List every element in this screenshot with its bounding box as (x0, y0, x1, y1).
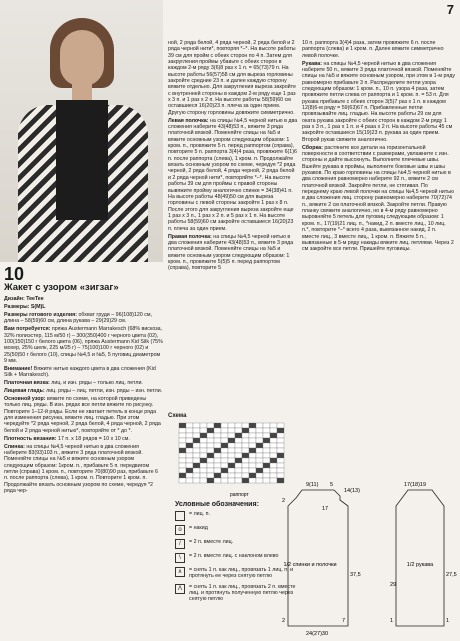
dim-14-13: 14(13) (344, 488, 360, 494)
col2-paragraph (168, 118, 298, 232)
legend-item (175, 539, 297, 549)
knitting-chart (175, 421, 295, 499)
chart-cell (228, 453, 235, 458)
chart-cell (263, 463, 270, 468)
chart-cell (249, 448, 256, 453)
legend-label: = накид (189, 525, 208, 532)
chart-cell (186, 448, 193, 453)
chart-cell (207, 433, 214, 438)
dim-1-sleeve: 1 (390, 618, 394, 624)
chart-cell (256, 423, 263, 428)
chart-cell (235, 443, 242, 448)
paragraph-heading: Внимание! (4, 365, 33, 372)
chart-cell (228, 473, 235, 478)
chart-cell (235, 433, 242, 438)
chart-cell (270, 458, 277, 463)
chart-cell (270, 438, 277, 443)
dim-7: 7 (342, 618, 346, 624)
chart-cell (214, 463, 221, 468)
sleeve-outline (396, 490, 444, 626)
chart-cell (249, 438, 256, 443)
chart-cell (221, 433, 228, 438)
chart-cell (263, 423, 270, 428)
chart-cell (270, 478, 277, 483)
chart-cell (193, 473, 200, 478)
chart-cell (256, 473, 263, 478)
chart-cell (186, 473, 193, 478)
chart-cell (221, 453, 228, 458)
chart-cell (186, 463, 193, 468)
legend-label: = 2 п. вместе лиц. (189, 539, 234, 546)
dim-2-top: 2 (282, 498, 286, 504)
chart-cell (200, 468, 207, 473)
chart-cell (235, 438, 242, 443)
col1-paragraph (4, 312, 163, 325)
col2-paragraph (168, 234, 298, 272)
paragraph-text: на спицы №4,5 черной нитью в два сложения наберите 43(48)53 п., вяжите 3 ряда платочной вязкой. Поменяйте спицы на №5 и вяжите основным узором следующим образом: 1 кром. п., провяжите 5(5)5 п. перед раппортом (справа), повторите 5 (168, 233, 294, 272)
chart-cell (179, 443, 186, 448)
chart-cell (207, 423, 214, 428)
chart-cell (186, 443, 193, 448)
col1-paragraph (4, 326, 163, 364)
chart-cell (228, 478, 235, 483)
dim-2-bottom: 2 (282, 618, 286, 624)
col2-paragraph (168, 40, 298, 116)
chart-cell (228, 458, 235, 463)
chart-cell (242, 448, 249, 453)
chart-cell (179, 468, 186, 473)
paragraph-text: растяните все детали на горизонтальной поверхности в соответствии с размерами, увлажните с изн. стороны и дайте высохнуть. Выполните плечевые швы. Вшейте рукава в проймы, выполните боковые швы и швы рукавов. По краю горловины на спицы №4,5 черной нитью в два сложения равномерно наберите 92 п., вяжите 2 см платочной вязкой. Закройте петли, не стягивая. По переднему краю левой полочки на спицы №4,5 черной нитью в два сложения лиц. сторону равномерно наберите 70(72)74 п., вяжите 2 см платочной вязкой. Закройте петли. Правую планку свяжите аналогично, но в 4-м ряду равномерно выровняйте 5 петель для пуговиц следующим образом: 1 кром. п., 17(19)21 лиц. п., *накид, 2 п. вместе лиц., 10 лиц. п.*, повторите *–* всего 4 раза, вывязанное накид, 2 п. вместе лиц., 3 вместе лиц., 1 кром. п. Вяжите 5 п., вывязанные в 5-м ряду накиды вяжите лиц. петлями. Через 2 см закройте все петли. Пришейте пуговицы. (302, 144, 455, 253)
legend-symbol-icon: o (175, 525, 185, 535)
chart-cell (263, 453, 270, 458)
chart-cell (235, 423, 242, 428)
paragraph-heading: Левая полочка: (168, 117, 209, 124)
legend-label: = снять 1 п. как лиц., провязать 1 лиц. п. и протянуть ее через снятую петлю (189, 567, 294, 580)
chart-cell (193, 468, 200, 473)
column-right (302, 40, 455, 254)
legend-title: Условные обозначения: (175, 501, 259, 508)
chart-cell (270, 453, 277, 458)
page-number: 7 (446, 2, 454, 17)
chart-cell (256, 458, 263, 463)
chart-cell (270, 433, 277, 438)
paragraph-heading: Платочная вязка: (4, 380, 50, 387)
chart-cell (207, 453, 214, 458)
chart-cell (242, 443, 249, 448)
chart-cell (214, 468, 221, 473)
chart-cell (179, 473, 186, 478)
chart-cell (214, 428, 221, 433)
legend-item (175, 511, 297, 521)
chart-cell (200, 428, 207, 433)
paragraph-heading: Плотность вязания: (4, 435, 57, 442)
chart-cell (256, 463, 263, 468)
chart-cell (214, 423, 221, 428)
chart-cell (200, 473, 207, 478)
chart-cell (200, 438, 207, 443)
chart-cell (186, 438, 193, 443)
pattern-number: 10 (4, 264, 25, 284)
chart-cell (277, 463, 284, 468)
chart-cell (221, 478, 228, 483)
chart-cell (235, 463, 242, 468)
chart-cell (221, 463, 228, 468)
chart-cell (242, 428, 249, 433)
dim-24-27-30: 24(27)30 (306, 631, 329, 637)
chart-cell (207, 443, 214, 448)
dim-17-18-19: 17(18)19 (404, 482, 427, 488)
legend-symbol-icon: Λ (175, 584, 185, 594)
chart-cell (249, 478, 256, 483)
chart-cell (242, 478, 249, 483)
chart-cell (242, 453, 249, 458)
chart-cell (179, 428, 186, 433)
chart-cell (277, 453, 284, 458)
col1-paragraph (4, 380, 163, 386)
chart-cell (221, 458, 228, 463)
chart-cell (263, 433, 270, 438)
chart-cell (200, 433, 207, 438)
chart-cell (179, 478, 186, 483)
paragraph-text: пряжа Austermann Marrakesch (68% вискоза, 32% полиэстер, 115 м/50 г) – 300(350)400 г черного цвета (02), 100(150)150 г белого цвета (06), пряжа Austermann Kid Silk (75% мохер, 25% шелк, 225 м/25 г) – 75(100)100 г черного (02) и 25(50)50 г белого (10), спицы №4,5 и №5, 5 пуговиц диаметром 9 мм. (4, 326, 163, 364)
legend-item (175, 525, 297, 535)
chart-cell (249, 468, 256, 473)
chart-cell (277, 458, 284, 463)
chart-cell (249, 433, 256, 438)
chart-cell (214, 473, 221, 478)
paragraph-text: 17 п. х 18 рядов = 10 х 10 см. (56, 435, 130, 442)
chart-cell (263, 473, 270, 478)
col1-paragraph (4, 444, 163, 495)
legend (175, 502, 297, 606)
design-line: Дизайн: TeeTee (4, 296, 44, 302)
chart-cell (200, 443, 207, 448)
paragraph-heading: Вам потребуется: (4, 326, 51, 333)
chart-cell (263, 478, 270, 483)
legend-symbol-icon: ∧ (175, 567, 185, 577)
chart-cell (193, 433, 200, 438)
chart-cell (179, 423, 186, 428)
chart-cell (228, 448, 235, 453)
chart-cell (228, 443, 235, 448)
col3-paragraph (302, 40, 455, 59)
chart-cell (214, 478, 221, 483)
chart-cell (249, 463, 256, 468)
chart-cell (270, 443, 277, 448)
pattern-title: Жакет с узором «зигзаг» (4, 282, 119, 293)
paragraph-text: вяжите по схеме, на которой приведены только лиц. ряды. В изн. рядах все петли вяжите по рисунку. Повторите 1–12-й ряды. Если не хватает петель в конце ряда для изменения рисунка, вяжите лиц. гладью. При этом чередуйте *2 ряда черной, 2 ряда белой, 4 ряда черной, 2 ряда белой и 2 ряда черной нитью*, повторяйте от * до *. (4, 395, 161, 434)
paragraph-text: лиц. и изн. ряды – только лиц. петли. (49, 380, 143, 387)
chart-cell (277, 443, 284, 448)
chart-cell (200, 458, 207, 463)
paragraph-text: 10 п. раппорта 3(4)4 раза, затем провяжите 6 п. после раппорта (слева) и 1 кром. п. Далее вяжите симметрично левой полочке. (302, 40, 444, 59)
chart-cell (207, 478, 214, 483)
chart-cell (228, 433, 235, 438)
chart-cell (200, 463, 207, 468)
dim-37-5: 37,5 (350, 572, 361, 578)
chart-cell (249, 428, 256, 433)
chart-cell (249, 473, 256, 478)
column-left (4, 296, 163, 496)
chart-cell (228, 468, 235, 473)
legend-item (175, 584, 297, 603)
chart-cell (186, 458, 193, 463)
chart-cell (277, 448, 284, 453)
chart-cell (270, 473, 277, 478)
chart-cell (186, 468, 193, 473)
chart-cell (200, 448, 207, 453)
chart-cell (270, 423, 277, 428)
chart-cell (221, 423, 228, 428)
back-label: 1/2 спинки и полочки (283, 562, 337, 568)
legend-list (175, 511, 297, 602)
sizes-line: Размеры: S(M)L (4, 303, 46, 310)
chart-cell (221, 438, 228, 443)
photo-black-top (56, 100, 108, 220)
legend-label: = 2 п. вместе лиц. с наклоном влево (189, 553, 279, 560)
chart-cell (186, 423, 193, 428)
body-outline (288, 490, 348, 626)
chart-cell (200, 423, 207, 428)
chart-cell (207, 458, 214, 463)
paragraph-heading: Лицевая гладь: (4, 388, 45, 395)
chart-cell (228, 463, 235, 468)
chart-cell (235, 468, 242, 473)
chart-cell (228, 438, 235, 443)
chart-cell (249, 453, 256, 458)
dim-5: 5 (330, 482, 334, 488)
paragraph-heading: Правая полочка: (168, 233, 212, 240)
chart-cell (256, 438, 263, 443)
chart-cell (186, 433, 193, 438)
legend-item (175, 567, 297, 579)
paragraph-text: на спицы №4,5 черной нитью в два сложения наберите 83(93)103 п., вяжите 3 ряда платочной вязкой. Поменяйте спицы на №5 и вяжите основным узором следующим образом: 1кром. п., прибавьте 5 п. передвигом петли (справа) 1 кром. п., повторите 70(80)90 раз, прибавьте 6 п. после раппорта (слева), 1 кром. п. Повторите 1 кром. п. Продолжайте вязать основным узором по схеме, чередуя *2 ряда чер- (4, 443, 158, 494)
paragraph-text: на спицы №4,5 черной нитью в два сложения наберите 50 п., вяжите 3 ряда платочной вязкой. Поменяйте спицы на №5 и вяжите основным узором, при этом в 1-м ряду равномерно прибавьте 3 п. Распределите петли узора следующим образом: 1 кром. п., 10 п. узора 4 раза, затем провяжите петли слева от раппорта и 1 кром. п. = 53 п. Для рукава прибавьте с обеих сторон 3(5)7 раз х 1 п. в каждом 12(8)6-м ряду = 59(63)67 п. Прибавленные петли провязывайте лиц. гладью. На высоте работы 29 см для оката рукава закройте с обеих сторон в каждом 2-м ряду 1 раз х 3 п., 1 раз х 1 п. и 4 раза х 2 п. На высоте работы 45 см закройте оставшиеся 15(19)23 п. рукава за один прием. Второй рукав свяжите аналогично. (302, 60, 455, 143)
chart-cell (256, 443, 263, 448)
sleeve-label: 1/2 рукава (406, 562, 434, 568)
chart-cell (270, 463, 277, 468)
chart-cell (186, 478, 193, 483)
paragraph-heading: Рукава: (302, 60, 322, 67)
paragraph-text: Вяжите нитью каждого цвета в два сложения (Kid Silk + Marrakesch). (4, 365, 156, 379)
col3-paragraph (302, 61, 455, 143)
chart-cell (277, 428, 284, 433)
chart-cell (235, 448, 242, 453)
chart-cell (200, 453, 207, 458)
chart-cell (263, 428, 270, 433)
paragraph-text: ной, 2 ряда белой, 4 ряда черной, 2 ряда белой и 2 ряда черной нити*, повторяя *–*. На высоте работы 39 см для пройм с обеих сторон по 4 п. Затем для закругления проймы убавьте с обеих сторон в каждом 2-м ряду 3(6)8 раз х 1 п. = 65(73)79 п. На высоте работы 56(57)58 см для выреза горловины закройте средние 23 п. и далее каждую сторону вяжите отдельно. Для закругления выреза закройте с внутренней стороны в каждом 2-м ряду еще 1 раз х 3 п. и 1 раз х 2 п. На высоте работы 58(59)60 см оставшиеся 16(20)23 п. плеча за один прием. Другую сторону горловины довяжите симметрично. (168, 40, 296, 116)
chart-cell (263, 448, 270, 453)
chart-cell (256, 433, 263, 438)
chart-cell (249, 458, 256, 463)
legend-label: = снять 1 п. как лиц., провязать 2 п. вместе лиц. и протянуть полученную петлю через снятую петлю (189, 583, 296, 603)
col1-paragraph (4, 436, 163, 442)
chart-cell (235, 428, 242, 433)
chart-cell (207, 463, 214, 468)
chart-cell (179, 433, 186, 438)
chart-cell (249, 423, 256, 428)
chart-grid (179, 423, 284, 483)
chart-cell (221, 448, 228, 453)
paragraph-text: на спицы №4,5 черной нитью в два сложения наберите 43(48)53 п., вяжите 3 ряда платочной вязкой. Поменяйте спицы на №5 и вяжите основным узором следующим образом: 1 кром. п., провяжите 5 п. перед раппортом (справа), повторите 5 п. раппорта 3(4)4 раза, провяжите 6(1)6 п. после раппорта (слева), 1 кром. п. Продолжайте вязать основным узором по схеме, чередуя *2 ряда черной, 2 ряда белой, 4 ряда черной, 2 ряда белой и 2 ряда черной нити*, повторяйте *–*. На высоте работы 39 см для проймы с правой стороны вывяжите пройму аналогично спинке = 34(38)41 п. На высоте работы 48(49)50 см для выреза горловины с левой стороны закройте 1 раз х 8 п. После этого для закругления выреза закройте еще 1 раз х 3 п., 1 раз х 2 п. и 5 раз х 1 п. На высоте работы 58(59)60 см закройте оставшиеся 16(20)23 п. плеча за один прием. (168, 117, 298, 232)
dim-1-right: 1 (446, 618, 450, 624)
chart-cell (207, 438, 214, 443)
legend-symbol-icon: \ (175, 553, 185, 563)
chart-cell (235, 473, 242, 478)
chart-cell (214, 453, 221, 458)
chart-cell (221, 428, 228, 433)
chart-cell (193, 428, 200, 433)
chart-cell (235, 458, 242, 463)
col1-paragraph (4, 366, 163, 379)
model-photo (0, 0, 163, 262)
chart-cell (277, 423, 284, 428)
chart-cell (179, 463, 186, 468)
chart-cell (179, 458, 186, 463)
chart-cell (221, 473, 228, 478)
chart-cell (228, 423, 235, 428)
paragraph-heading: Сборка: (302, 144, 323, 151)
col1-paragraph (4, 388, 163, 394)
chart-cell (193, 453, 200, 458)
paragraph-text: обхват груди – 96(108)120 см, длина – 58(59)60 см, длина рукава – 29(29)29 см. (4, 311, 152, 325)
chart-cell (214, 438, 221, 443)
chart-cell (207, 428, 214, 433)
dim-27-5: 27,5 (446, 572, 457, 578)
col3-paragraph (302, 145, 455, 253)
chart-cell (242, 423, 249, 428)
legend-symbol-icon (175, 511, 185, 521)
chart-cell (214, 433, 221, 438)
chart-cell (179, 453, 186, 458)
chart-cell (263, 458, 270, 463)
chart-cell (221, 468, 228, 473)
chart-cell (193, 463, 200, 468)
chart-cell (207, 448, 214, 453)
chart-cell (249, 443, 256, 448)
chart-cell (277, 468, 284, 473)
chart-cell (242, 468, 249, 473)
chart-cell (193, 443, 200, 448)
dim-9-11: 9(11) (306, 482, 319, 488)
chart-cell (207, 468, 214, 473)
photo-face (60, 30, 104, 86)
chart-cell (200, 478, 207, 483)
legend-item (175, 553, 297, 563)
chart-cell (256, 453, 263, 458)
dim-29: 29 (390, 582, 397, 588)
chart-cell (242, 458, 249, 463)
chart-cell (214, 458, 221, 463)
col1-paragraph (4, 396, 163, 434)
chart-cell (256, 468, 263, 473)
column-middle (168, 40, 298, 273)
chart-cell (193, 423, 200, 428)
chart-cell (263, 438, 270, 443)
chart-cell (256, 478, 263, 483)
rapport-label: раппорт (230, 492, 249, 498)
chart-cell (186, 453, 193, 458)
chart-cell (186, 428, 193, 433)
chart-cell (193, 458, 200, 463)
chart-cell (235, 453, 242, 458)
chart-cell (270, 428, 277, 433)
chart-cell (256, 448, 263, 453)
chart-cell (242, 433, 249, 438)
chart-cell (270, 468, 277, 473)
chart-cell (256, 428, 263, 433)
legend-symbol-icon: / (175, 539, 185, 549)
chart-cell (214, 443, 221, 448)
chart-cell (193, 438, 200, 443)
chart-cell (207, 473, 214, 478)
paragraph-heading: Спинка: (4, 443, 25, 450)
schematic-diagram (282, 476, 458, 638)
dim-17: 17 (322, 506, 329, 512)
chart-cell (221, 443, 228, 448)
chart-cell (277, 433, 284, 438)
chart-cell (193, 448, 200, 453)
chart-cell (242, 473, 249, 478)
paragraph-heading: Основной узор: (4, 395, 46, 402)
chart-cell (179, 438, 186, 443)
chart-cell (228, 428, 235, 433)
chart-cell (242, 438, 249, 443)
legend-label: = лиц. п. (189, 511, 210, 518)
paragraph-text: лиц. ряды – лиц. петли, изн. ряды – изн. петли. (44, 388, 163, 395)
chart-cell (179, 448, 186, 453)
chart-cell (277, 438, 284, 443)
chart-cell (214, 448, 221, 453)
scheme-caption: Схема (168, 413, 187, 419)
paragraph-heading: Размеры готового изделия: (4, 311, 78, 318)
chart-cell (263, 468, 270, 473)
chart-cell (270, 448, 277, 453)
chart-cell (193, 478, 200, 483)
chart-cell (242, 463, 249, 468)
chart-cell (263, 443, 270, 448)
chart-cell (235, 478, 242, 483)
